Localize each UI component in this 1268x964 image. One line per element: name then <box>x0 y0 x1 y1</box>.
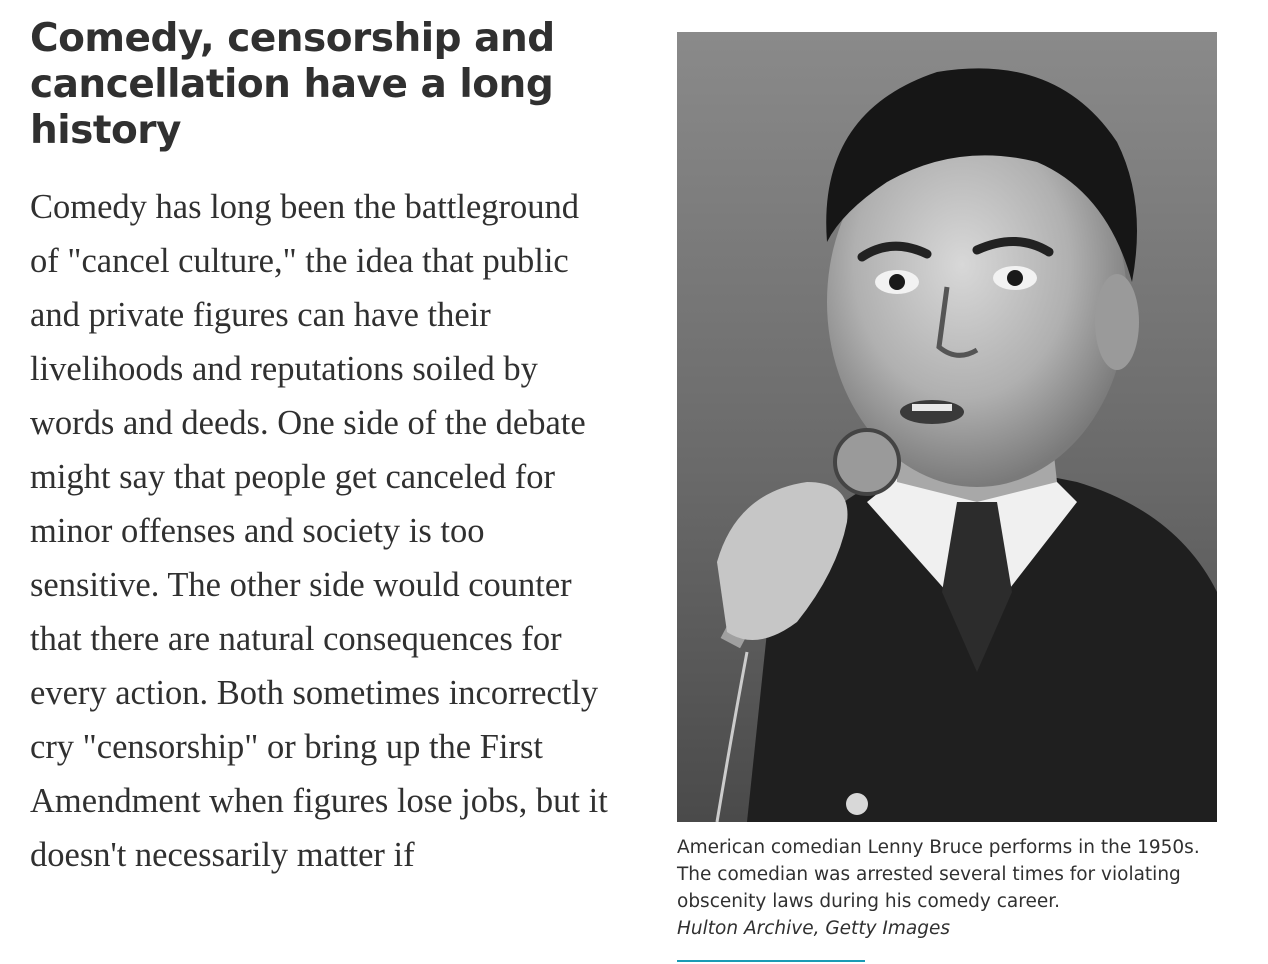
jacket-button <box>846 793 868 815</box>
caption-text: American comedian Lenny Bruce performs in the 1950s. The comedian was arrested several times for violating obscenity laws during his comedy career. <box>677 837 1200 912</box>
article-paragraph: Comedy has long been the battleground of "cancel culture," the idea that public and private figures can have their livelihoods and reputations soiled by words and deeds. One side of the debate might say that people get canceled for minor offenses and society is too sensitive. The other side would counter that there are natural consequences for every action. Both sometimes incorrectly cry "censorship" or bring up the First Amendment when figures lose jobs, but it doesn't necessarily matter if <box>30 188 608 874</box>
mouth-shape <box>900 400 964 424</box>
photo-caption <box>677 834 1217 942</box>
photo-figure <box>677 32 1217 962</box>
microphone-head <box>835 430 899 494</box>
article-column <box>30 16 630 882</box>
accent-divider <box>677 960 865 962</box>
section-heading: Comedy, censorship and cancellation have a long history <box>30 16 555 153</box>
ear-shape <box>1095 274 1139 370</box>
lenny-bruce-photo[interactable] <box>677 32 1217 822</box>
photo-credit: Hulton Archive, Getty Images <box>677 918 950 939</box>
